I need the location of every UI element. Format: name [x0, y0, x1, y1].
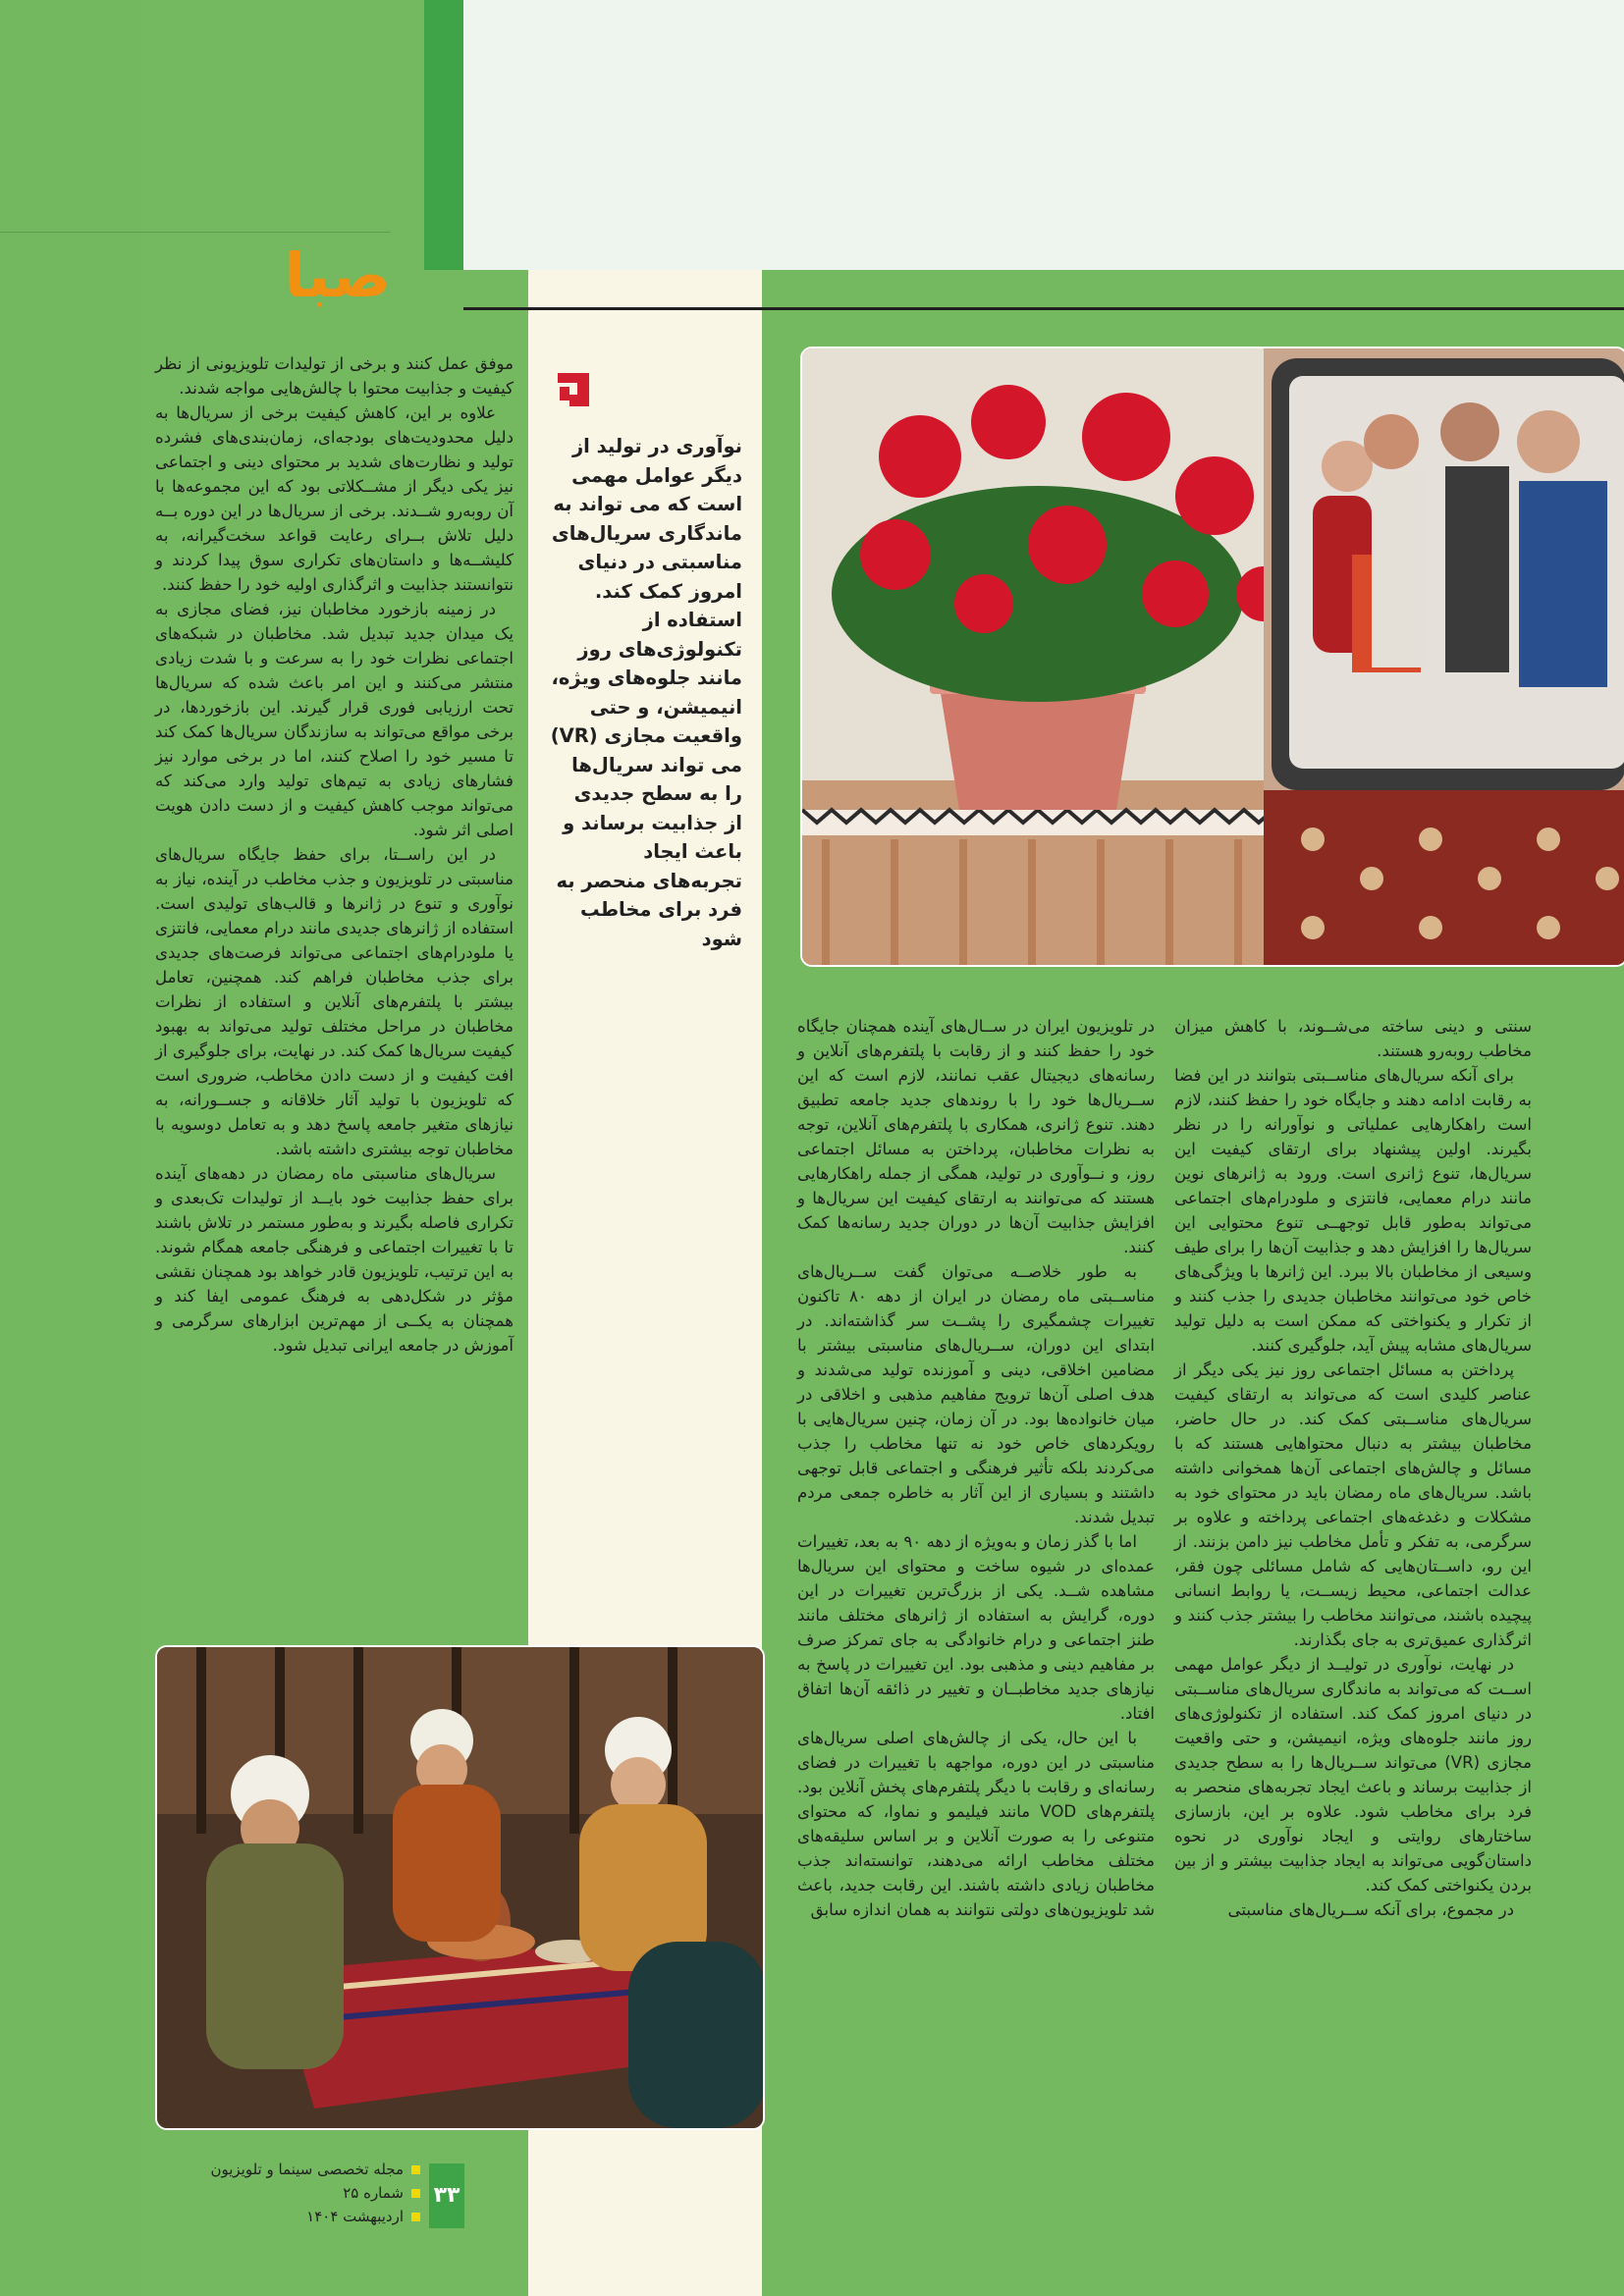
paragraph: در تلویزیون ایران در ســال‌های آینده همچنان جایگاه خود را حفظ کنند و از رقابت با پلتفرم‌های آنلاین و رسانه‌های دیجیتال عقب نمانند، لازم است که این ســریال‌ها خود را با روندهای جدید جامعه تطبیق دهند. تنوع ژانری، همکاری با پلتفرم‌های آنلاین، توجه به نظرات مخاطبان، پرداختن به مسائل اجتماعی روز، و نــوآوری در تولید، همگی از جمله راهکارهایی هستند که می‌توانند به ارتقای کیفیت این سریال‌ها و افزایش جذابیت آن‌ها در دوران جدید رسانه‌ها کمک کنند. [797, 1017, 1155, 1256]
paragraph: علاوه بر این، کاهش کیفیت برخی از سریال‌ها به دلیل محدودیت‌های بودجه‌ای، زمان‌بندی‌های فشرده تولید و نظارت‌های شدید بر محتوای دینی و اجتماعی نیز یکی دیگر از مشــکلاتی بود که این مجموعه‌ها با آن روبه‌رو شــدند. برخی از سریال‌ها در این دوره بــه دلیل تلاش بــرای رعایت قواعد سخت‌گیرانه، به کلیشــه‌ها و داستان‌های تکراری سوق پیدا کردند و نتوانستند جذابیت و اثرگذاری اولیه خود را حفظ کنند. [155, 403, 514, 594]
paragraph: موفق عمل کنند و برخی از تولیدات تلویزیونی از نظر کیفیت و جذابیت محتوا با چالش‌هایی مواجه شدند. [155, 354, 514, 398]
pull-quote: نوآوری در تولید از دیگر عوامل مهمی است که می تواند به ماندگاری سریال‌های مناسبتی در دنیای امروز کمک کند. استفاده از تکنولوژی‌های روز مانند جلوه‌های ویژه، انیمیشن، و حتی واقعیت مجازی (VR) می تواند سریال‌ها را به سطح جدیدی از جذابیت برساند و باعث ایجاد تجربه‌های منحصر به فرد برای مخاطب شود [550, 435, 742, 950]
footer-row [192, 2183, 420, 2204]
column-right [1174, 1014, 1532, 1922]
top-pale-band [463, 0, 1624, 270]
footer-row [192, 2207, 420, 2227]
bullet-icon [411, 2213, 420, 2221]
paragraph: برای آنکه سریال‌های مناســبتی بتوانند در این فضا به رقابت ادامه دهند و جایگاه خود را حفظ کنند، لازم است راهکارهایی عملیاتی و نوآورانه را در نظر بگیرند. اولین پیشنهاد برای ارتقای کیفیت این سریال‌ها، تنوع ژانری است. ورود به ژانرهای نوین مانند درام معمایی، فانتزی و ملودرام‌های اجتماعی می‌تواند به‌طور قابل توجهــی تنوع محتوایی این سریال‌ها را افزایش دهد و جذابیت آن‌ها را برای طیف وسیعی از مخاطبان بالا ببرد. این ژانرها با ویژگی‌های خاص خود می‌توانند مخاطبان جدیدی را جذب کنند و از تکرار و یکنواختی که ممکن است به دلیل تولید سریال‌های مشابه پیش آید، جلوگیری کنند. [1174, 1066, 1532, 1355]
issue-date: اردیبهشت ۱۴۰۴ [306, 2208, 404, 2225]
historical-series-photo [155, 1645, 765, 2130]
paragraph: به طور خلاصــه می‌توان گفت ســریال‌های مناســبتی ماه رمضان در ایران از دهه ۸۰ تاکنون تغییرات چشمگیری را پشــت سر گذاشته‌اند. در ابتدای این دوران، ســریال‌های مناسبتی بیشتر با مضامین اخلاقی، دینی و آموزنده تولید می‌شدند و هدف اصلی آن‌ها ترویج مفاهیم مذهبی و اخلاقی در میان خانواده‌ها بود. در آن زمان، چنین سریال‌هایی با رویکردهای خاص خود نه تنها مخاطب را جذب می‌کردند بلکه تأثیر فرهنگی و اجتماعی قابل توجهی داشتند و بسیاری از این آثار به خاطره جمعی مردم تبدیل شدند. [797, 1262, 1155, 1526]
paragraph: اما با گذر زمان و به‌ویژه از دهه ۹۰ به بعد، تغییرات عمده‌ای در شیوه ساخت و محتوای این سریال‌ها مشاهده شــد. یکی از بزرگ‌ترین تغییرات در این دوره، گرایش به استفاده از ژانرهای مختلف مانند طنز اجتماعی و درام خانوادگی به جای تمرکز صرف بر مفاهیم دینی و مذهبی بود. این تغییرات در پاسخ به نیازهای جدید مخاطبــان و تغییر در ذائقه آن‌ها اتفاق افتاد. [797, 1532, 1155, 1723]
top-green-strip [424, 0, 463, 270]
paragraph: در زمینه بازخورد مخاطبان نیز، فضای مجازی به یک میدان جدید تبدیل شد. مخاطبان در شبکه‌های اجتماعی نظرات خود را به سرعت و با شدت زیادی منتشر می‌کنند و این امر باعث شده که سریال‌ها تحت ارزیابی فوری قرار گیرند. این بازخوردها، در برخی مواقع می‌تواند به سازندگان سریال‌ها کمک کند تا مسیر خود را اصلاح کنند، اما در برخی موارد نیز فشارهای زیادی به تیم‌های تولید وارد می‌کند که می‌تواند موجب کاهش کیفیت و از دست دادن هویت اصلی اثر شود. [155, 600, 514, 839]
paragraph: در مجموع، برای آنکه ســریال‌های مناسبتی [1227, 1900, 1514, 1919]
magazine-footer [192, 2160, 420, 2230]
issue-number: شماره ۲۵ [343, 2184, 404, 2202]
magazine-logo [244, 236, 399, 324]
header-rule [463, 307, 1624, 310]
tv-series-photo [800, 347, 1624, 967]
column-left [155, 351, 514, 1358]
logo-rule [0, 232, 391, 233]
magazine-name: مجله تخصصی سینما و تلویزیون [210, 2161, 404, 2178]
paragraph: سریال‌های مناسبتی ماه رمضان در دهه‌های آینده برای حفظ جذابیت خود بایــد از تولیدات تک‌بعدی و تکراری فاصله بگیرند و به‌طور مستمر در تلاش باشند تا با تغییرات اجتماعی و فرهنگی جامعه همگام شوند. به این ترتیب، تلویزیون قادر خواهد بود همچنان نقشی مؤثر در شکل‌دهی به فرهنگ عمومی ایفا کند و همچنان به یکــی از مهم‌ترین ابزارهای سرگرمی و آموزش در جامعه ایرانی تبدیل شود. [155, 1164, 514, 1355]
footer-row [192, 2160, 420, 2180]
paragraph: در این راســتا، برای حفظ جایگاه سریال‌های مناسبتی در تلویزیون و جذب مخاطب در آینده، نیاز به نوآوری و تنوع در ژانرها و قالب‌های تولیدی است. استفاده از ژانرهای جدیدی مانند درام معمایی، فانتزی یا ملودرام‌های اجتماعی می‌تواند فرصت‌های جدیدی برای جذب مخاطبان فراهم کند. همچنین، تعامل بیشتر با پلتفرم‌های آنلاین و استفاده از نظرات مخاطبان در مراحل مختلف تولید می‌تواند به بهبود کیفیت سریال‌ها کمک کند. در نهایت، برای جلوگیری از افت کیفیت و از دست دادن مخاطب، ضروری است که تلویزیون با تولید آثار خلاقانه و جســورانه، به نیازهای متغیر جامعه پاسخ دهد و به تعامل دوسویه با مخاطبان توجه بیشتری داشته باشد. [155, 845, 514, 1158]
paragraph: با این حال، یکی از چالش‌های اصلی سریال‌های مناسبتی در این دوره، مواجهه با تغییرات در فضای رسانه‌ای و رقابت با دیگر پلتفرم‌های پخش آنلاین بود. پلتفرم‌های VOD مانند فیلیمو و نماوا، که محتوای متنوعی را به صورت آنلاین و بر اساس سلیقه‌های مختلف مخاطب ارائه می‌دهند، توانسته‌اند جذب مخاطبان زیادی داشته باشند. این رقابت جدید، باعث شد تلویزیون‌های دولتی نتوانند به همان اندازه سابق [797, 1729, 1155, 1919]
page-number: ۳۳ [429, 2163, 464, 2228]
column-middle [797, 1014, 1155, 1922]
bullet-icon [411, 2165, 420, 2174]
paragraph: در نهایت، نوآوری در تولیــد از دیگر عوامل مهمی اســت که می‌تواند به ماندگاری سریال‌های مناســبتی در دنیای امروز کمک کند. استفاده از تکنولوژی‌های روز مانند جلوه‌های ویژه، انیمیشن، و حتی واقعیت مجازی (VR) می‌تواند ســریال‌ها را به سطح جدیدی از جذابیت برساند و باعث ایجاد تجربه‌های منحصر به فرد برای مخاطب شود. علاوه بر این، بازسازی ساختارهای روایتی و ایجاد نوآوری در نحوه داستان‌گویی می‌تواند به ایجاد جذابیت بیشتر و از بین بردن یکنواختی کمک کند. [1174, 1655, 1532, 1895]
quote-mark-icon [556, 369, 595, 410]
bullet-icon [411, 2189, 420, 2198]
paragraph: سنتی و دینی ساخته می‌شــوند، با کاهش میزان مخاطب روبه‌رو هستند. [1174, 1017, 1532, 1060]
paragraph: پرداختن به مسائل اجتماعی روز نیز یکی دیگر از عناصر کلیدی است که می‌تواند به ارتقای کیفیت سریال‌های مناســبتی کمک کند. در حال حاضر، مخاطبان بیشتر به دنبال محتواهایی هستند که با مسائل و چالش‌های اجتماعی آن‌ها همخوانی داشته باشد. سریال‌های ماه رمضان باید در محتوای خود به مشکلات و دغدغه‌های اجتماعی پرداخته و علاوه بر سرگرمی، به تفکر و تأمل مخاطب نیز دامن بزنند. از این رو، داســتان‌هایی که شامل مسائلی چون فقر، عدالت اجتماعی، محیط زیســت، یا روابط انسانی پیچیده باشند، می‌توانند مخاطب را بیشتر جذب کنند و اثرگذاری عمیق‌تری به جای بگذارند. [1174, 1361, 1532, 1649]
svg-text:صبا: صبا [284, 240, 391, 311]
left-margin-strip [0, 0, 142, 2296]
